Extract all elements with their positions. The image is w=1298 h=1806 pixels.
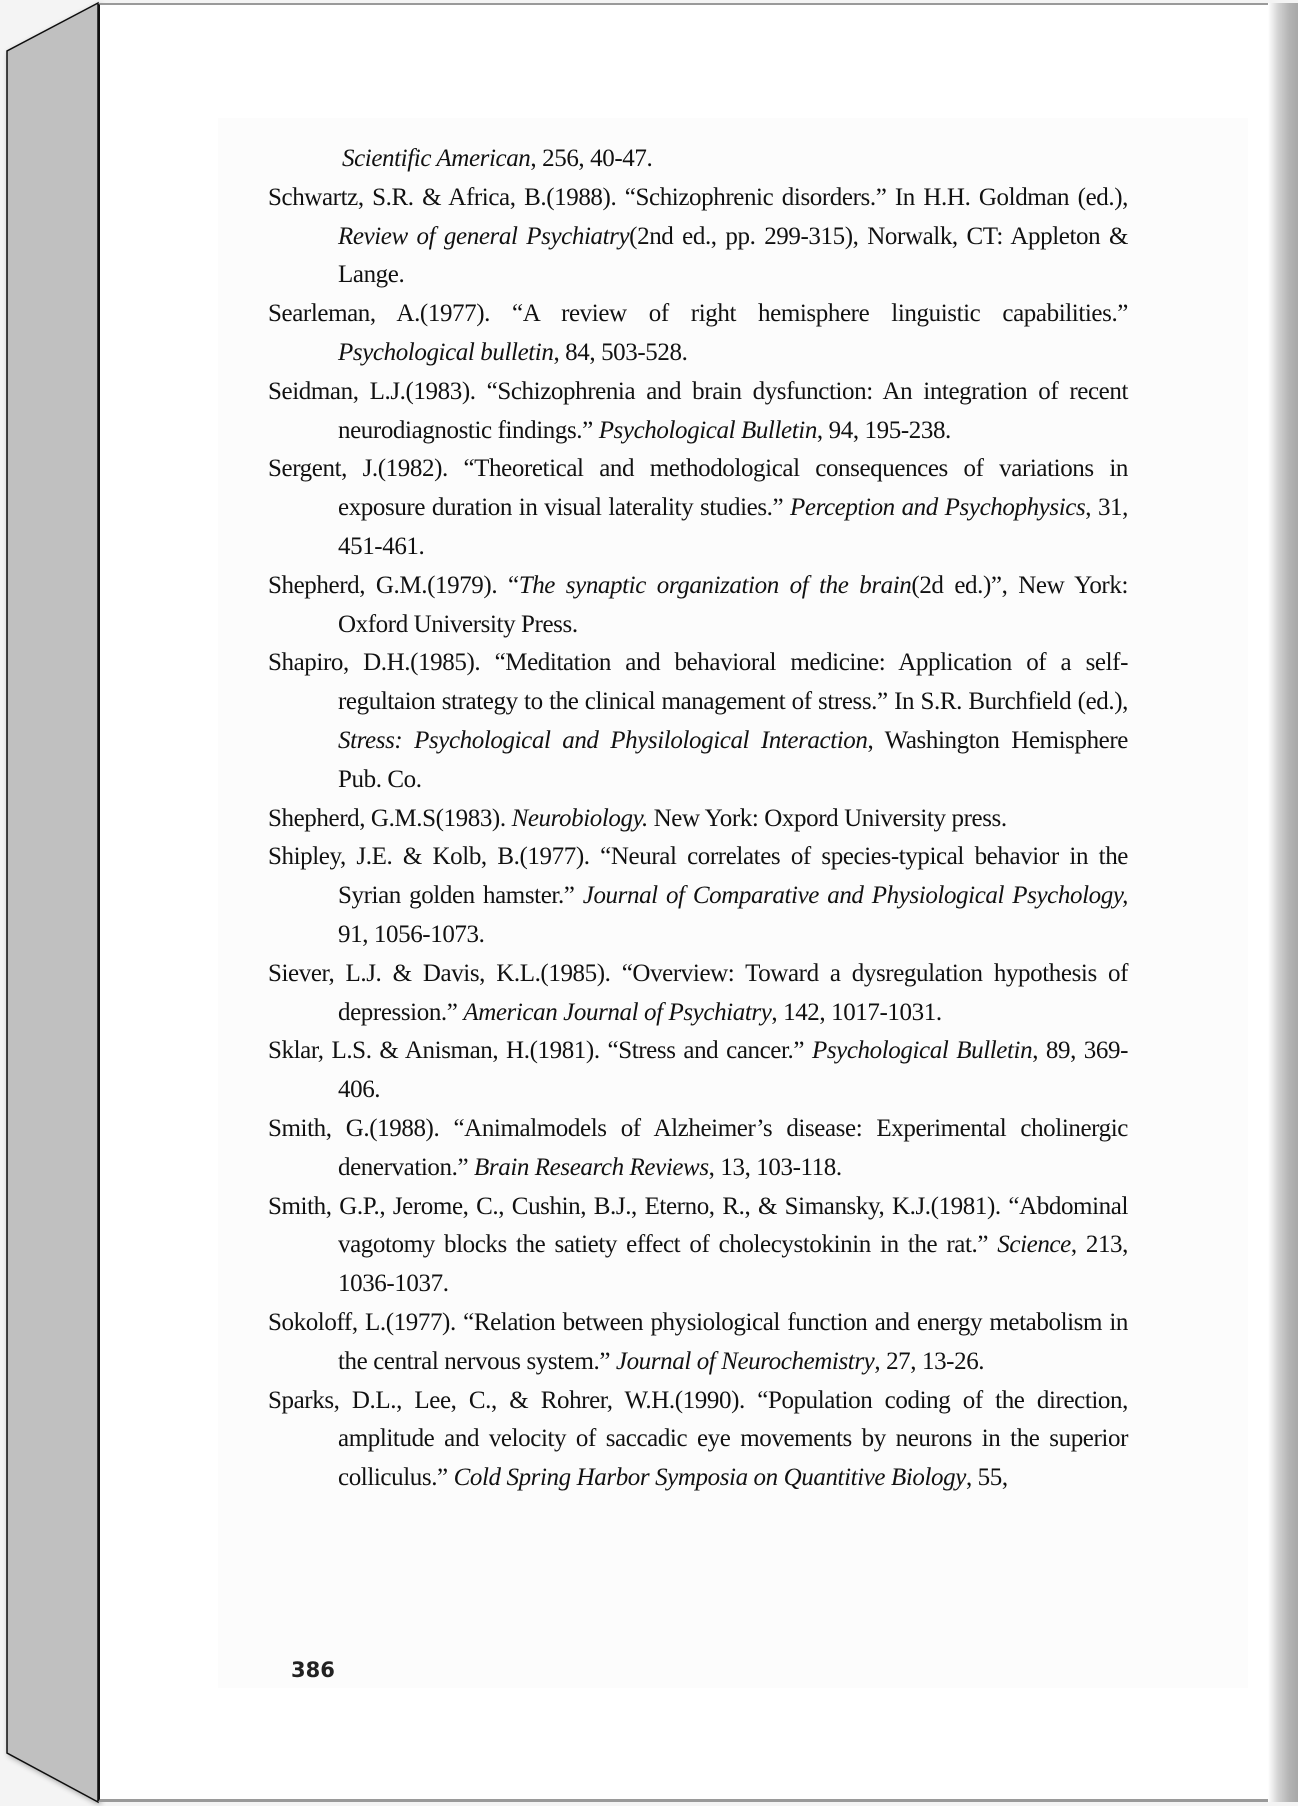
reference-entry — [268, 838, 1128, 954]
reference-list — [268, 140, 1128, 1498]
reference-text: , 142, 1017-1031. — [771, 998, 942, 1026]
reference-entry — [268, 1382, 1128, 1498]
reference-source-title: Journal of Comparative and Physiological Psychology, — [582, 882, 1128, 910]
reference-source-title: Psychological bulletin — [338, 338, 554, 366]
reference-source-title: Science — [997, 1231, 1071, 1259]
reference-text: Schwartz, S.R. & Africa, B.(1988). “Schizophrenic disorders.” In H.H. Goldman (ed.), — [268, 183, 1128, 211]
reference-source-title: Cold Spring Harbor Symposia on Quantitive Biology — [453, 1464, 966, 1492]
reference-entry — [268, 644, 1128, 799]
reference-entry — [268, 1188, 1128, 1304]
reference-entry — [268, 955, 1128, 1033]
reference-text: Sparks, D.L., Lee, C., & Rohrer, W.H.(1990). “Population coding of the direction, amplitude and velocity of saccadic eye movements by neurons in the superior colliculus.” — [268, 1386, 1128, 1492]
page-edge-shadow — [1268, 3, 1298, 1802]
reference-text: , 13, 103-118. — [708, 1153, 842, 1181]
reference-entry — [268, 800, 1128, 839]
reference-text: Shipley, J.E. & Kolb, B.(1977). “Neural correlates of species-typical behavior in the Syrian golden hamster.” — [268, 843, 1128, 910]
reference-text: , 27, 13-26. — [874, 1347, 985, 1375]
reference-entry — [268, 1110, 1128, 1188]
reference-entry — [268, 179, 1128, 295]
reference-source-title: Stress: Psychological and Physilological Interaction — [338, 726, 868, 754]
reference-entry — [268, 140, 1128, 179]
reference-source-title: Scientific American — [342, 145, 531, 172]
reference-text: , 89, 369-406. — [338, 1037, 1129, 1104]
reference-text: Smith, G.(1988). “Animalmodels of Alzheimer’s disease: Experimental cholinergic denervation.” — [268, 1114, 1128, 1181]
reference-source-title: Perception and Psychophysics — [790, 494, 1086, 522]
reference-source-title: American Journal of Psychiatry — [463, 998, 772, 1026]
reference-text: , Washington Hemisphere Pub. Co. — [338, 726, 1128, 793]
reference-text: Shapiro, D.H.(1985). “Meditation and behavioral medicine: Application of a self-regultaion strategy to the clinical management of stress.” In S.R. Burchfield (ed.), — [268, 649, 1128, 716]
reference-text: Shepherd, G.M.S(1983). — [268, 804, 512, 832]
reference-text: Sokoloff, L.(1977). “Relation between physiological function and energy metabolism in the central nervous system.” — [268, 1308, 1128, 1375]
reference-text: , 94, 195-238. — [816, 416, 951, 444]
reference-text: Smith, G.P., Jerome, C., Cushin, B.J., Eterno, R., & Simansky, K.J.(1981). “Abdominal vagotomy blocks the satiety effect of cholecystokinin in the rat.” — [268, 1192, 1128, 1259]
reference-source-title: Psychological Bulletin — [811, 1037, 1033, 1065]
reference-text: Seidman, L.J.(1983). “Schizophrenia and brain dysfunction: An integration of recent neurodiagnostic findings.” — [268, 377, 1128, 444]
reference-text: , 84, 503-528. — [553, 338, 688, 366]
reference-entry — [268, 295, 1128, 373]
reference-text: (2d ed.)”, New York: Oxford University Press. — [338, 571, 1128, 638]
reference-text: Searleman, A.(1977). “A review of right hemisphere linguistic capabilities.” — [268, 300, 1128, 328]
reference-entry — [268, 1032, 1128, 1110]
reference-text: Shepherd, G.M.(1979). “ — [268, 571, 519, 599]
reference-entry — [268, 450, 1128, 566]
reference-source-title: Brain Research Reviews — [474, 1153, 709, 1181]
reference-entry — [268, 373, 1128, 451]
reference-text: , 31, 451-461. — [338, 494, 1128, 560]
reference-text: Siever, L.J. & Davis, K.L.(1985). “Overview: Toward a dysregulation hypothesis of depression.” — [268, 959, 1128, 1026]
reference-entry — [268, 1304, 1128, 1382]
reference-source-title: Psychological Bulletin — [598, 416, 817, 444]
reference-text: Sklar, L.S. & Anisman, H.(1981). “Stress and cancer.” — [268, 1037, 812, 1065]
reference-source-title: Review of general Psychiatry — [338, 222, 630, 250]
reference-text: , 256, 40-47. — [530, 145, 653, 172]
reference-source-title: Journal of Neurochemistry — [615, 1347, 875, 1375]
reference-source-title: Neurobiology. — [511, 804, 648, 832]
reference-text: , 213, 1036-1037. — [338, 1231, 1128, 1298]
reference-text: Sergent, J.(1982). “Theoretical and methodological consequences of variations in exposure duration in visual laterality studies.” — [268, 455, 1128, 522]
reference-entry — [268, 567, 1128, 645]
reference-text: 91, 1056-1073. — [338, 920, 485, 948]
reference-text: , 55, — [965, 1464, 1008, 1492]
reference-text: New York: Oxpord University press. — [647, 804, 1007, 832]
reference-source-title: The synaptic organization of the brain — [518, 571, 912, 599]
page-number: 386 — [291, 1658, 335, 1682]
reference-text: (2nd ed., pp. 299-315), Norwalk, CT: Appleton & Lange. — [338, 222, 1128, 289]
